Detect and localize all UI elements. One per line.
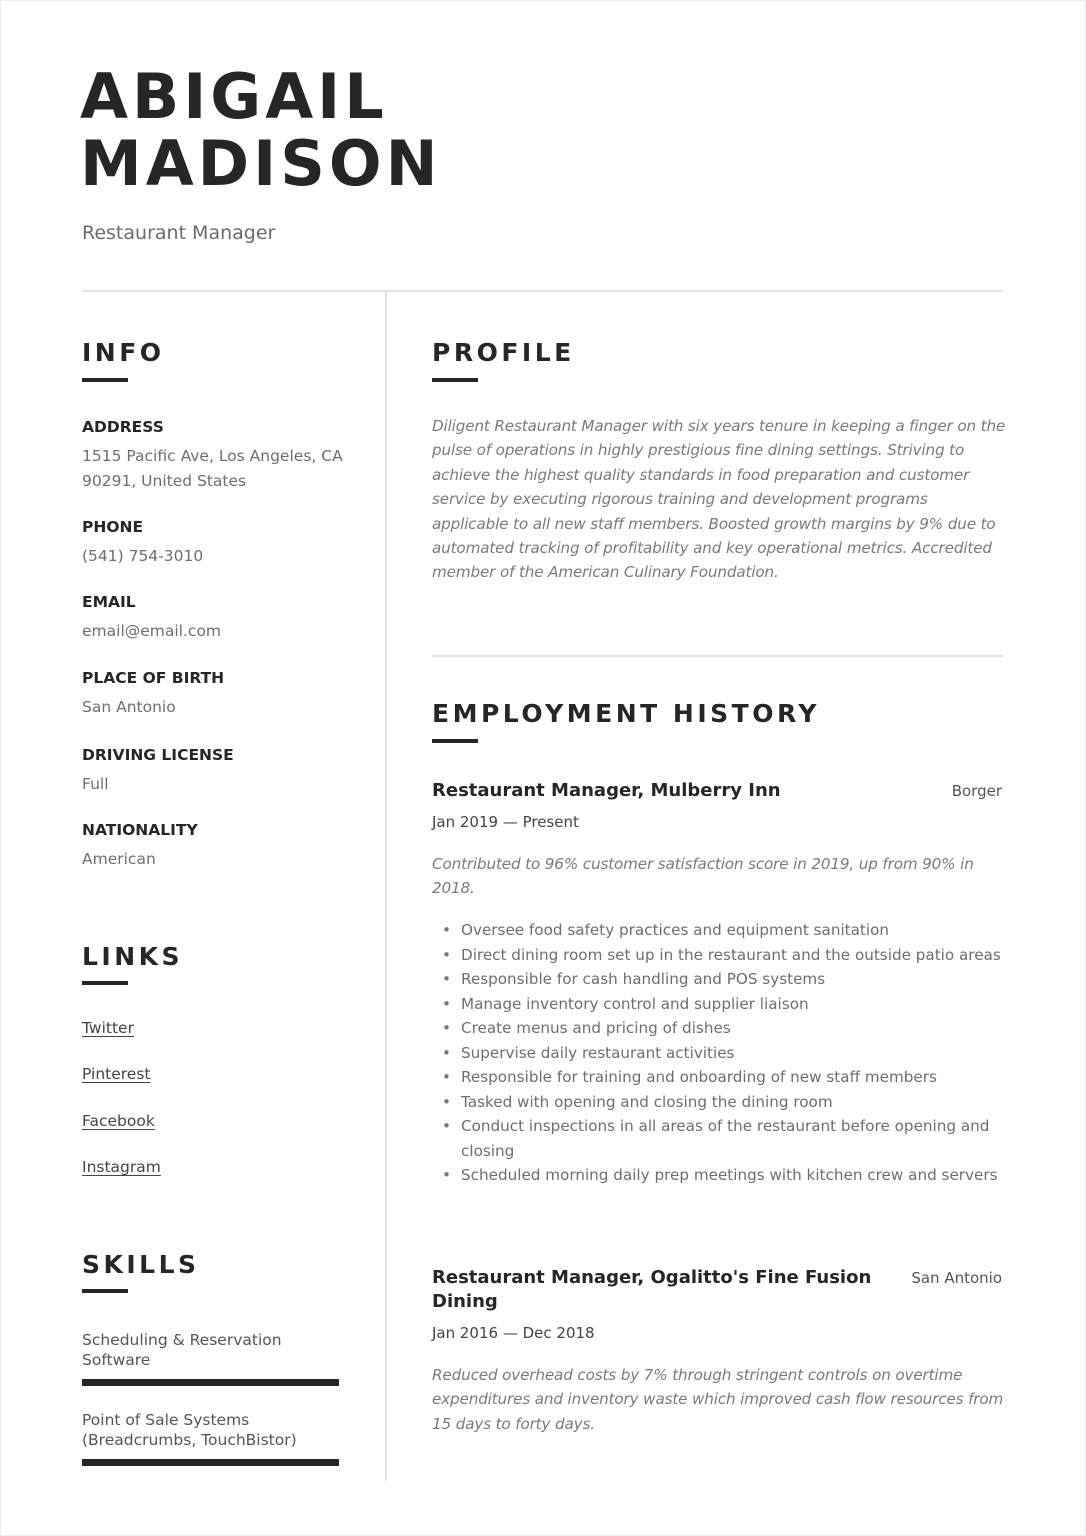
bullet-icon: •: [442, 1092, 451, 1111]
job-location-2: San Antonio: [911, 1269, 1002, 1287]
job-duties-1: [432, 918, 1007, 1188]
info-label-driving-license: DRIVING LICENSE: [82, 746, 234, 764]
list-item: • Manage inventory control and supplier liaison: [432, 992, 1007, 1017]
skills-heading-rule: [82, 1289, 128, 1293]
list-item: • Scheduled morning daily prep meetings with kitchen crew and servers: [432, 1163, 1007, 1188]
skill-name: Scheduling & Reservation Software: [82, 1331, 282, 1369]
links-heading-rule: [82, 981, 128, 985]
info-value-email: email@email.com: [82, 622, 222, 640]
profile-summary: Diligent Restaurant Manager with six years tenure in keeping a finger on the pulse of operations in highly prestigious fine dining settings. Striving to achieve the highest quality standards in food preparation and customer service by executing rigorous training and development programs applicable to all new staff members. Boosted growth margins by 9% due to automated tracking of profitability and key operational metrics. Accredited member of the American Culinary Foundation.: [432, 417, 1006, 582]
bullet-icon: •: [442, 1117, 451, 1135]
job-title: Restaurant Manager: [82, 222, 276, 244]
info-heading-rule: [82, 378, 128, 382]
job-dates-2: Jan 2016 — Dec 2018: [432, 1324, 595, 1342]
skill-level-bar: [82, 1379, 339, 1386]
profile-heading-rule: [432, 378, 478, 382]
info-label-address: ADDRESS: [82, 418, 164, 436]
link-pinterest[interactable]: Pinterest: [82, 1065, 151, 1083]
skills-heading: SKILLS: [82, 1250, 200, 1279]
info-value-phone: (541) 754-3010: [82, 547, 204, 565]
list-item: • Conduct inspections in all areas of the restaurant before opening and closing: [432, 1114, 1007, 1163]
employment-heading-rule: [432, 739, 478, 743]
info-value-place-of-birth: San Antonio: [82, 698, 176, 716]
list-item: • Responsible for cash handling and POS systems: [432, 967, 1007, 992]
bullet-icon: •: [442, 1019, 451, 1037]
skill-level-fill: [82, 1379, 339, 1386]
name-first: ABIGAIL: [80, 60, 388, 133]
info-value-driving-license: Full: [82, 775, 109, 793]
info-value-address: 1515 Pacific Ave, Los Angeles, CA 90291, United States: [82, 447, 343, 490]
column-divider: [385, 290, 387, 1481]
list-item: • Create menus and pricing of dishes: [432, 1016, 1007, 1041]
job-title-2: Restaurant Manager, Ogalitto's Fine Fusion Dining: [432, 1267, 872, 1312]
link-facebook[interactable]: Facebook: [82, 1112, 155, 1130]
info-heading: INFO: [82, 338, 165, 367]
skill-level-bar: [82, 1459, 339, 1466]
header-divider: [82, 290, 1003, 292]
bullet-icon: •: [442, 1166, 451, 1184]
job-summary-2: Reduced overhead costs by 7% through stringent controls on overtime expenditures and inventory waste which improved cash flow resources from 15 days to forty days.: [432, 1366, 1004, 1433]
job-summary-1: Contributed to 96% customer satisfaction score in 2019, up from 90% in 2018.: [432, 855, 974, 898]
job-dates-1: Jan 2019 — Present: [432, 813, 579, 831]
info-label-nationality: NATIONALITY: [82, 821, 198, 839]
info-value-nationality: American: [82, 850, 156, 868]
list-item: • Oversee food safety practices and equipment sanitation: [432, 918, 1007, 943]
job-title-1: Restaurant Manager, Mulberry Inn: [432, 780, 781, 801]
bullet-icon: •: [442, 994, 451, 1013]
profile-divider: [432, 655, 1003, 657]
skill-name: Point of Sale Systems (Breadcrumbs, TouchBistor): [82, 1411, 297, 1449]
info-label-email: EMAIL: [82, 593, 136, 611]
list-item: • Direct dining room set up in the restaurant and the outside patio areas: [432, 943, 1007, 968]
bullet-icon: •: [442, 1068, 451, 1086]
list-item: • Responsible for training and onboarding of new staff members: [432, 1065, 1007, 1090]
link-twitter[interactable]: Twitter: [82, 1019, 134, 1037]
list-item: • Tasked with opening and closing the dining room: [432, 1090, 1007, 1115]
name-last: MADISON: [80, 127, 442, 200]
info-label-phone: PHONE: [82, 518, 144, 536]
bullet-icon: •: [442, 921, 451, 939]
links-heading: LINKS: [82, 942, 184, 971]
info-label-place-of-birth: PLACE OF BIRTH: [82, 669, 225, 687]
bullet-icon: •: [442, 970, 451, 988]
job-location-1: Borger: [951, 782, 1002, 800]
list-item: • Supervise daily restaurant activities: [432, 1041, 1007, 1066]
bullet-icon: •: [442, 945, 451, 964]
link-instagram[interactable]: Instagram: [82, 1158, 161, 1176]
employment-heading: EMPLOYMENT HISTORY: [432, 699, 820, 728]
bullet-icon: •: [442, 1043, 451, 1062]
profile-heading: PROFILE: [432, 338, 575, 367]
skill-level-fill: [82, 1459, 339, 1466]
candidate-name: [80, 60, 442, 200]
